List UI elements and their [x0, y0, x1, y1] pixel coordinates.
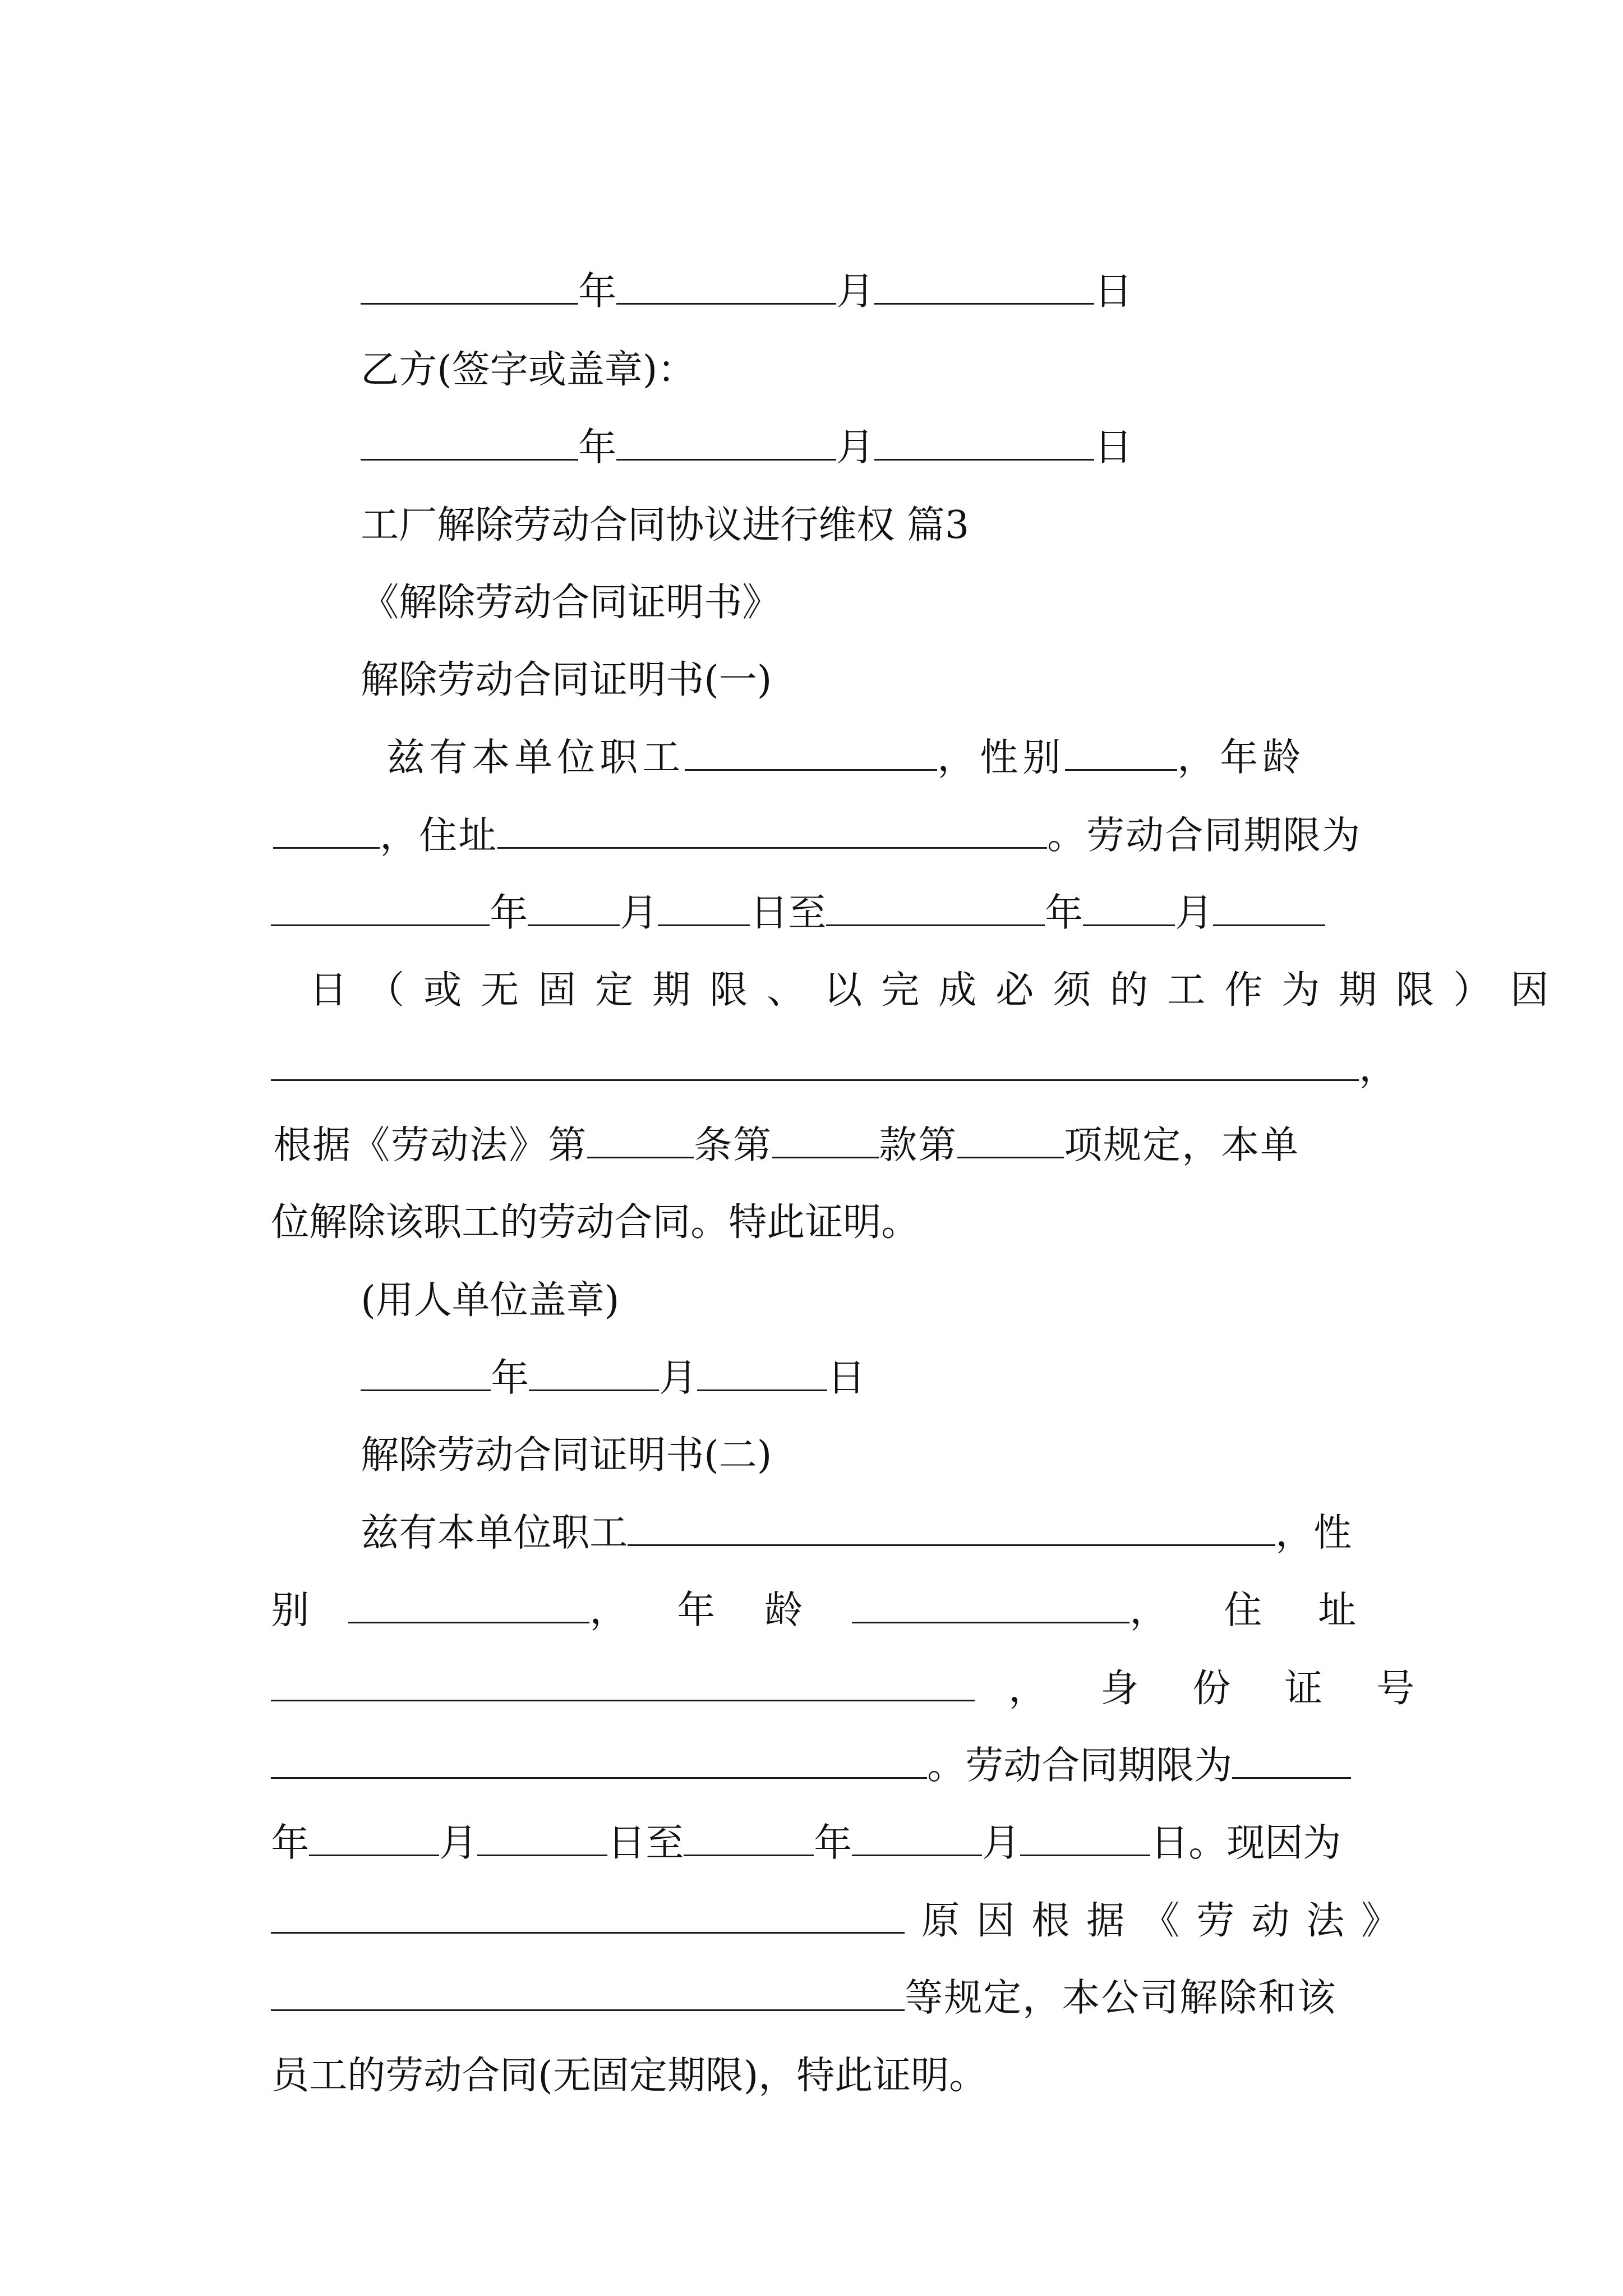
cert2-line-1 [336, 1457, 1352, 1556]
day-to-label: 日至 [750, 891, 827, 936]
cert1-line-5 [247, 992, 1398, 1091]
item-blank [957, 1120, 1064, 1158]
term-note-text: 日（或无固定期限、以完成必须的工作为期限）因 [309, 968, 1568, 1013]
date-line [336, 372, 1133, 470]
certificate-heading-text: 解除劳动合同证明书(二) [361, 1433, 772, 1478]
day-label: 日 [1094, 269, 1133, 314]
year-label: 年 [271, 1821, 310, 1866]
certificate-1-heading [336, 605, 772, 702]
gender-label-cont: 别 [271, 1588, 310, 1633]
cert1-seal [336, 1225, 620, 1323]
month-label: 月 [836, 269, 875, 314]
certificate-heading-text: 解除劳动合同证明书(一) [361, 658, 772, 702]
year-label: 年 [814, 1821, 852, 1866]
cert1-date [336, 1303, 866, 1401]
gender-label: ，性别 [937, 735, 1066, 780]
cert2-line-3 [247, 1613, 1469, 1711]
cert2-line-4 [247, 1690, 1351, 1788]
labor-law-article-label: 根据《劳动法》第 [273, 1123, 588, 1168]
date-line [336, 216, 1133, 314]
cert2-line-8 [247, 2000, 988, 2098]
id-number-label: ，身份证号 [1008, 1666, 1469, 1711]
cert1-line-2 [247, 760, 1362, 858]
cert2-line-2 [247, 1535, 1413, 1633]
document-title-text: 《解除劳动合同证明书》 [361, 581, 781, 625]
year-label: 年 [491, 1356, 529, 1401]
provision-text: 项规定，本单 [1064, 1123, 1300, 1168]
month-label: 月 [620, 891, 658, 936]
party-b-signature-label [336, 295, 696, 392]
cert2-line-5 [247, 1768, 1341, 1866]
certify-text: 位解除该职工的劳动合同。特此证明。 [271, 1200, 920, 1245]
cert2-line-6 [247, 1845, 1417, 1943]
contract-term-label: 。劳动合同期限为 [1047, 813, 1362, 858]
age-label: ，年龄 [589, 1588, 852, 1633]
cert2-line-7 [247, 1922, 1337, 2021]
address-label: ，住址 [380, 813, 498, 858]
cert1-line-1 [353, 682, 1306, 780]
month-label: 月 [659, 1356, 698, 1401]
day-label: 日 [827, 1356, 866, 1401]
clause-label: 条第 [694, 1123, 773, 1168]
month-label: 月 [836, 425, 875, 470]
day-label: 日 [1094, 425, 1133, 470]
year-label: 年 [1045, 891, 1083, 936]
employee-label: 兹有本单位职工 [386, 735, 685, 780]
year-label: 年 [490, 891, 528, 936]
comma: ， [1359, 1046, 1398, 1091]
day-blank [874, 266, 1094, 305]
labor-law-label: 原因根据《劳动法》 [921, 1898, 1417, 1943]
cert1-line-7 [247, 1147, 920, 1245]
gender-label: ，性 [1275, 1511, 1352, 1556]
year-label: 年 [578, 269, 617, 314]
age-label: ，年龄 [1177, 735, 1306, 780]
certificate-2-heading [336, 1380, 772, 1478]
cert1-line-6 [247, 1070, 1300, 1168]
certify-text: 员工的劳动合同(无固定期限)，特此证明。 [271, 2054, 988, 2098]
month-label: 月 [1175, 891, 1214, 936]
reason-label: 日。现因为 [1150, 1821, 1341, 1866]
provision-text: 等规定，本公司解除和该 [905, 1976, 1337, 2021]
month-label: 月 [439, 1821, 478, 1866]
section-heading-text: 工厂解除劳动合同协议进行维权 篇3 [361, 503, 970, 547]
month-label: 月 [982, 1821, 1021, 1866]
cert1-line-3 [247, 838, 1325, 936]
document-title [336, 527, 781, 625]
address-label: ，住址 [1129, 1588, 1413, 1633]
employee-label: 兹有本单位职工 [361, 1511, 628, 1556]
party-b-text: 乙方(签字或盖章)： [361, 348, 696, 392]
seal-label: (用人单位盖章) [361, 1278, 620, 1323]
contract-term-label: 。劳动合同期限为 [927, 1743, 1233, 1788]
section-heading [336, 450, 970, 547]
day-to-label: 日至 [607, 1821, 684, 1866]
cert1-line-4 [247, 915, 1568, 1013]
item-label: 款第 [879, 1123, 958, 1168]
year-label: 年 [578, 425, 617, 470]
